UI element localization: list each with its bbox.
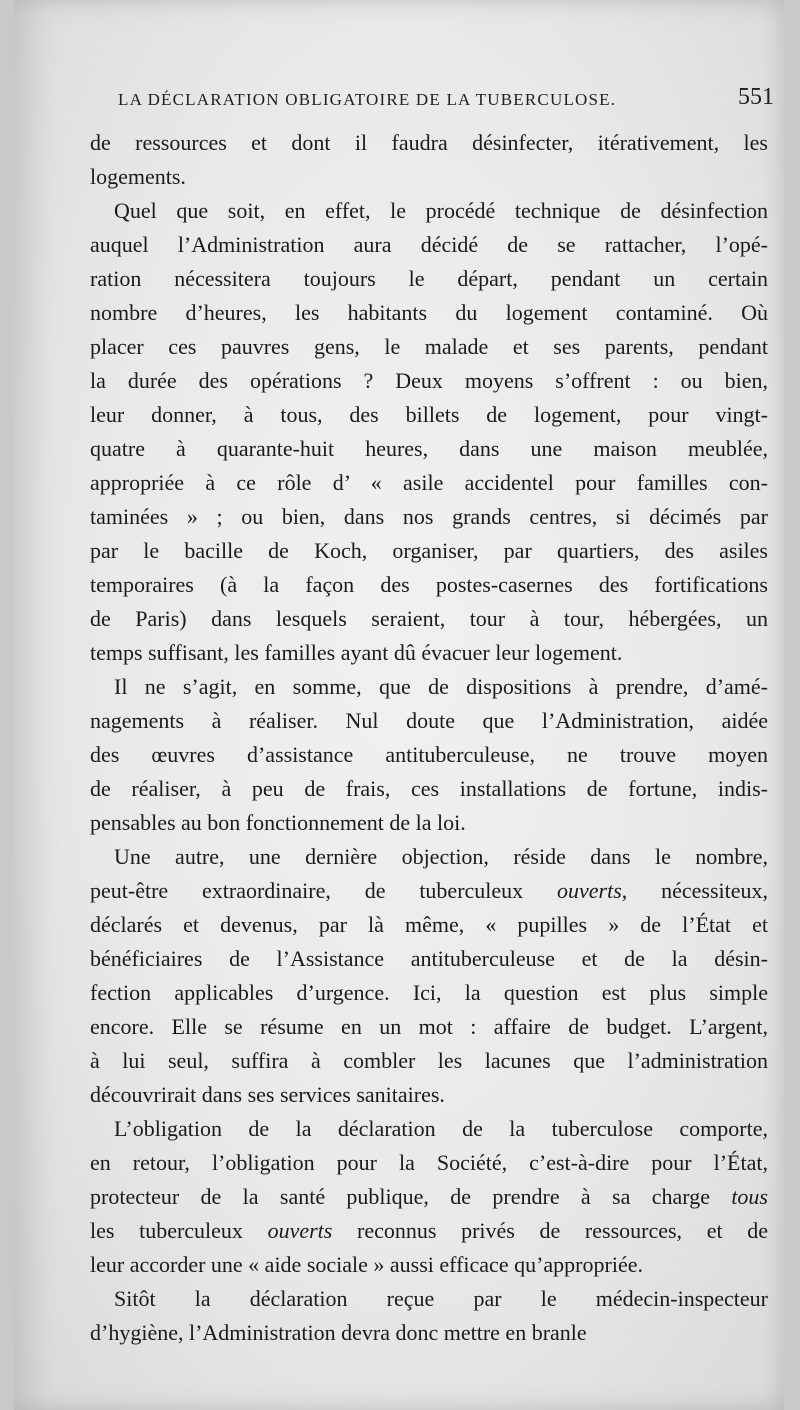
text-line bbox=[90, 500, 768, 534]
paragraph bbox=[90, 194, 768, 670]
text-segment: à lui seul, suffira à combler les lacunes que l’administration bbox=[90, 1048, 768, 1073]
text-segment: encore. Elle se résume en un mot : affaire de budget. L’argent, bbox=[90, 1014, 768, 1039]
text-segment: la durée des opérations ? Deux moyens s’offrent : ou bien, bbox=[90, 368, 768, 393]
text-line bbox=[90, 806, 768, 840]
text-line bbox=[90, 1112, 768, 1146]
text-segment: ration nécessitera toujours le départ, pendant un certain bbox=[90, 266, 768, 291]
book-page bbox=[14, 0, 784, 1410]
text-segment: Il ne s’agit, en somme, que de dispositions à prendre, d’amé- bbox=[114, 674, 768, 699]
text-segment: Une autre, une dernière objection, réside dans le nombre, bbox=[114, 844, 768, 869]
text-line bbox=[90, 1282, 768, 1316]
text-segment: , nécessiteux, bbox=[621, 878, 769, 903]
text-segment: d’hygiène, l’Administration devra donc mettre en branle bbox=[90, 1320, 587, 1345]
text-segment: temporaires (à la façon des postes-casernes des fortifications bbox=[90, 572, 768, 597]
text-segment: peut-être extraordinaire, de tuberculeux bbox=[90, 878, 557, 903]
text-line bbox=[90, 1146, 768, 1180]
text-line bbox=[90, 874, 768, 908]
text-segment: fection applicables d’urgence. Ici, la question est plus simple bbox=[90, 980, 768, 1005]
text-segment: quatre à quarante-huit heures, dans une maison meublée, bbox=[90, 436, 768, 461]
paragraph bbox=[90, 126, 768, 194]
text-line bbox=[90, 466, 768, 500]
text-segment: de Paris) dans lesquels seraient, tour à tour, hébergées, un bbox=[90, 606, 768, 631]
paragraph bbox=[90, 1282, 768, 1350]
text-line bbox=[90, 160, 768, 194]
text-line bbox=[90, 1214, 768, 1248]
text-segment: des œuvres d’assistance antituberculeuse, ne trouve moyen bbox=[90, 742, 768, 767]
text-segment: nombre d’heures, les habitants du logement contaminé. Où bbox=[90, 300, 768, 325]
text-line bbox=[90, 1010, 768, 1044]
body-text bbox=[90, 126, 768, 1350]
text-segment: les tuberculeux bbox=[90, 1218, 268, 1243]
page-number: 551 bbox=[738, 84, 774, 110]
text-line bbox=[90, 704, 768, 738]
text-segment: par le bacille de Koch, organiser, par quartiers, des asiles bbox=[90, 538, 768, 563]
text-segment: en retour, l’obligation pour la Société, c’est-à-dire pour l’État, bbox=[90, 1150, 768, 1175]
text-segment: L’obligation de la déclaration de la tuberculose comporte, bbox=[114, 1116, 768, 1141]
text-segment: Sitôt la déclaration reçue par le médecin-inspecteur bbox=[114, 1286, 768, 1311]
text-segment: placer ces pauvres gens, le malade et ses parents, pendant bbox=[90, 334, 768, 359]
text-segment: appropriée à ce rôle d’ « asile accidentel pour familles con- bbox=[90, 470, 768, 495]
running-title: LA DÉCLARATION OBLIGATOIRE DE LA TUBERCULOSE. bbox=[118, 90, 617, 109]
running-head bbox=[102, 86, 774, 118]
text-line bbox=[90, 738, 768, 772]
text-line bbox=[90, 908, 768, 942]
text-line bbox=[90, 840, 768, 874]
text-segment: pensables au bon fonctionnement de la loi. bbox=[90, 810, 466, 835]
italic-text: ouverts bbox=[267, 1218, 333, 1243]
text-segment: reconnus privés de ressources, et de bbox=[332, 1218, 768, 1243]
text-line bbox=[90, 194, 768, 228]
text-line bbox=[90, 262, 768, 296]
text-segment: protecteur de la santé publique, de prendre à sa charge bbox=[90, 1184, 732, 1209]
text-line bbox=[90, 330, 768, 364]
text-segment: bénéficiaires de l’Assistance antituberculeuse et de la désin- bbox=[90, 946, 768, 971]
text-segment: déclarés et devenus, par là même, « pupilles » de l’État et bbox=[90, 912, 768, 937]
italic-text: ouverts bbox=[557, 878, 622, 903]
text-line bbox=[90, 1316, 768, 1350]
text-line bbox=[90, 1180, 768, 1214]
paragraph bbox=[90, 1112, 768, 1282]
text-line bbox=[90, 296, 768, 330]
paragraph bbox=[90, 670, 768, 840]
text-segment: leur donner, à tous, des billets de logement, pour vingt- bbox=[90, 402, 768, 427]
text-line bbox=[90, 1078, 768, 1112]
text-segment: taminées » ; ou bien, dans nos grands centres, si décimés par bbox=[90, 504, 768, 529]
text-segment: Quel que soit, en effet, le procédé technique de désinfection bbox=[114, 198, 768, 223]
text-line bbox=[90, 228, 768, 262]
text-line bbox=[90, 126, 768, 160]
text-segment: logements. bbox=[90, 164, 186, 189]
text-line bbox=[90, 1044, 768, 1078]
text-segment: découvrirait dans ses services sanitaires. bbox=[90, 1082, 445, 1107]
text-line bbox=[90, 398, 768, 432]
text-line bbox=[90, 772, 768, 806]
text-line bbox=[90, 670, 768, 704]
text-line bbox=[90, 602, 768, 636]
text-segment: temps suffisant, les familles ayant dû évacuer leur logement. bbox=[90, 640, 623, 665]
text-line bbox=[90, 1248, 768, 1282]
text-segment: leur accorder une « aide sociale » aussi efficace qu’appropriée. bbox=[90, 1252, 643, 1277]
paragraph bbox=[90, 840, 768, 1112]
text-line bbox=[90, 364, 768, 398]
text-line bbox=[90, 636, 768, 670]
italic-text: tous bbox=[731, 1184, 768, 1209]
text-segment: nagements à réaliser. Nul doute que l’Administration, aidée bbox=[90, 708, 768, 733]
text-segment: de ressources et dont il faudra désinfecter, itérativement, les bbox=[90, 130, 768, 155]
text-line bbox=[90, 534, 768, 568]
text-line bbox=[90, 942, 768, 976]
text-line bbox=[90, 432, 768, 466]
text-segment: auquel l’Administration aura décidé de se rattacher, l’opé- bbox=[90, 232, 768, 257]
text-line bbox=[90, 976, 768, 1010]
text-line bbox=[90, 568, 768, 602]
text-segment: de réaliser, à peu de frais, ces installations de fortune, indis- bbox=[90, 776, 768, 801]
